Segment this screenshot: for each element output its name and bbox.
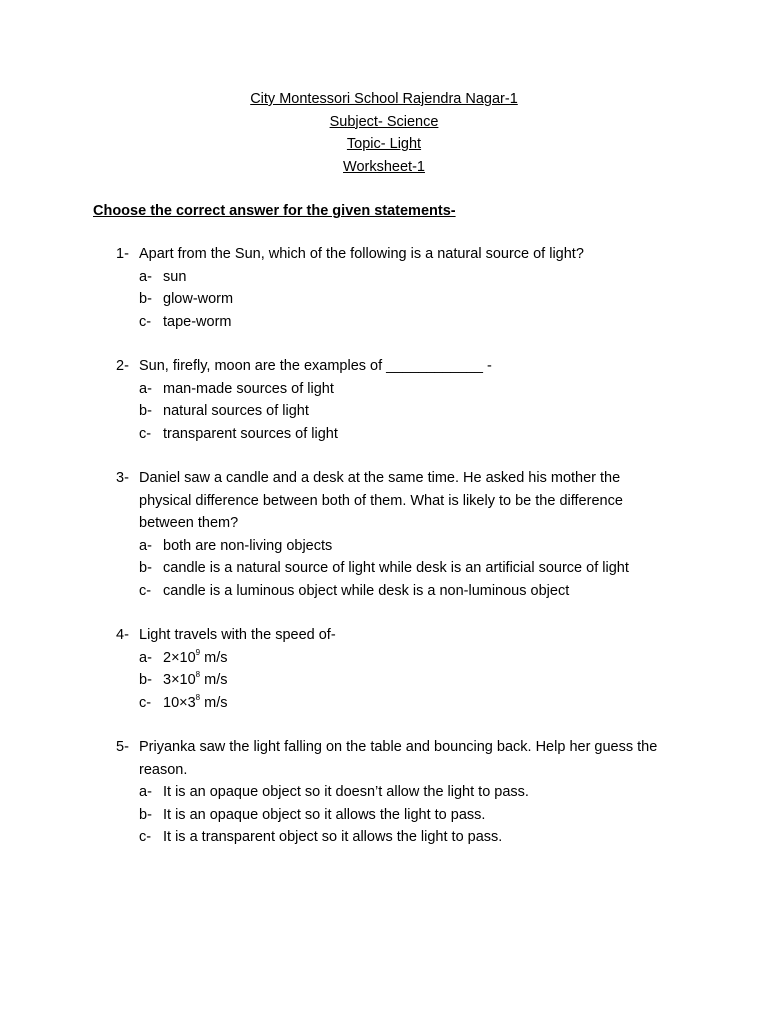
question-1 xyxy=(116,243,676,333)
question-number: 2- xyxy=(116,358,129,374)
question-number: 4- xyxy=(116,627,129,643)
question-text: Daniel saw a candle and a desk at the same time. He asked his mother the physical difference between both of them. What is likely to be the difference between them? xyxy=(139,470,623,531)
worksheet-title: Worksheet-1 xyxy=(343,158,425,175)
question-text: Apart from the Sun, which of the following is a natural source of light? xyxy=(139,246,584,262)
topic-line: Topic- Light xyxy=(346,136,422,152)
option-letter: c- xyxy=(139,582,152,599)
option-a xyxy=(116,535,676,558)
option-letter: b- xyxy=(139,806,152,823)
question-text: Light travels with the speed of- xyxy=(139,627,336,643)
question-2 xyxy=(116,355,676,445)
speed-exponent: 8 xyxy=(195,692,201,702)
speed-exponent: 8 xyxy=(195,670,201,680)
option-c xyxy=(116,826,676,849)
question-number: 3- xyxy=(116,470,129,486)
question-3 xyxy=(116,467,676,602)
option-c xyxy=(116,311,676,334)
option-a xyxy=(116,266,676,289)
option-letter: c- xyxy=(139,694,152,711)
option-text: man-made sources of light xyxy=(163,380,334,397)
option-text xyxy=(163,647,676,670)
option-text: It is an opaque object so it doesn’t allow the light to pass. xyxy=(163,784,529,800)
option-c xyxy=(116,580,676,603)
option-letter: a- xyxy=(139,268,152,285)
option-text xyxy=(163,692,676,715)
option-letter: b- xyxy=(139,291,152,307)
option-text: candle is a natural source of light while desk is an artificial source of light xyxy=(163,560,629,576)
option-b xyxy=(116,804,676,827)
question-number: 5- xyxy=(116,739,129,755)
question-text: Priyanka saw the light falling on the table and bouncing back. Help her guess the reason. xyxy=(139,739,658,778)
speed-unit: m/s xyxy=(200,649,228,666)
question-number: 1- xyxy=(116,246,129,262)
question-text: Sun, firefly, moon are the examples of ____________ - xyxy=(139,358,492,374)
option-b xyxy=(116,669,676,692)
option-c xyxy=(116,692,676,715)
option-a xyxy=(116,647,676,670)
option-letter: b- xyxy=(139,560,152,576)
speed-unit: m/s xyxy=(200,694,228,711)
subject-line: Subject- Science xyxy=(329,113,439,130)
option-text: sun xyxy=(163,268,187,285)
speed-unit: m/s xyxy=(200,672,228,688)
option-letter: c- xyxy=(139,425,152,442)
option-b xyxy=(116,557,676,580)
option-b xyxy=(116,400,676,423)
header xyxy=(0,88,768,178)
option-letter: c- xyxy=(139,829,152,845)
option-text: both are non-living objects xyxy=(163,537,333,554)
option-text: It is a transparent object so it allows the light to pass. xyxy=(163,829,503,845)
question-list xyxy=(116,243,676,871)
option-letter: b- xyxy=(139,403,152,419)
option-text: glow-worm xyxy=(163,291,234,307)
option-a xyxy=(116,781,676,804)
option-text: tape-worm xyxy=(163,313,232,330)
option-letter: a- xyxy=(139,537,152,554)
instruction: Choose the correct answer for the given statements- xyxy=(93,203,456,219)
option-text: transparent sources of light xyxy=(163,425,338,442)
option-text: natural sources of light xyxy=(163,403,309,419)
option-text: candle is a luminous object while desk is a non-luminous object xyxy=(163,582,570,599)
option-a xyxy=(116,378,676,401)
option-text xyxy=(163,669,676,692)
speed-base: 3×10 xyxy=(163,672,196,688)
speed-base: 10×3 xyxy=(163,694,196,711)
option-letter: a- xyxy=(139,784,152,800)
option-letter: b- xyxy=(139,672,152,688)
option-c xyxy=(116,423,676,446)
option-letter: a- xyxy=(139,649,152,666)
option-text: It is an opaque object so it allows the light to pass. xyxy=(163,806,486,823)
option-b xyxy=(116,288,676,311)
option-letter: a- xyxy=(139,380,152,397)
school-name: City Montessori School Rajendra Nagar-1 xyxy=(250,91,518,107)
speed-exponent: 9 xyxy=(195,647,201,657)
question-4 xyxy=(116,624,676,714)
question-5 xyxy=(116,736,676,849)
speed-base: 2×10 xyxy=(163,649,196,666)
option-letter: c- xyxy=(139,313,152,330)
